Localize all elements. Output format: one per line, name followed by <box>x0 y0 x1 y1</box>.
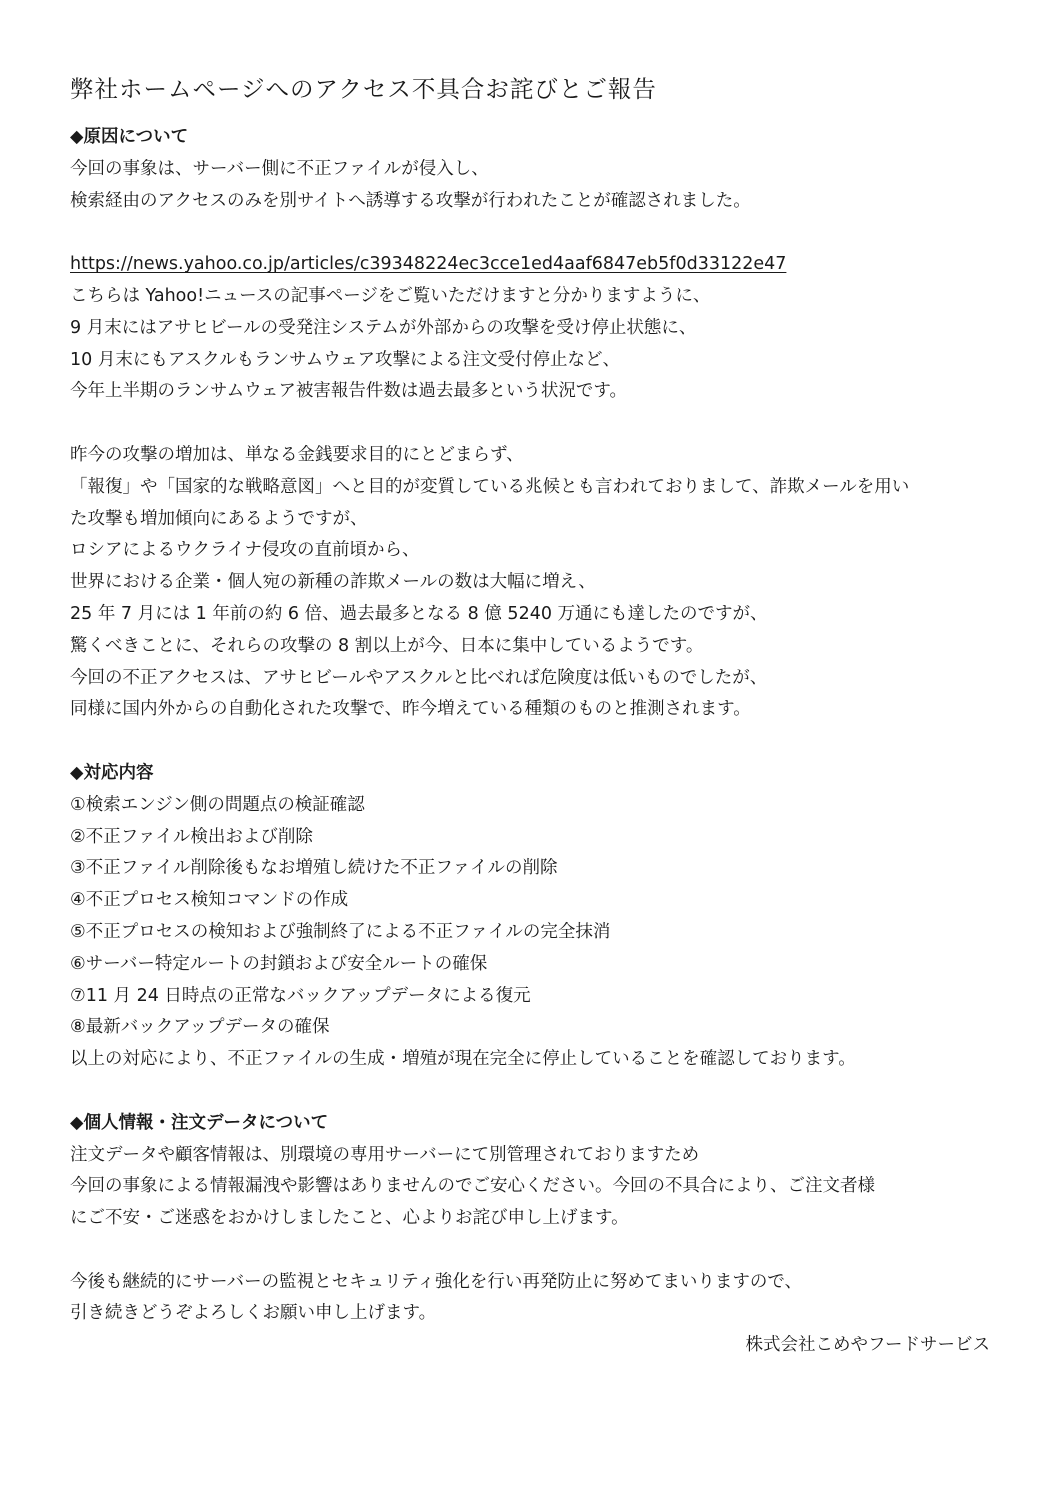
response-item: ②不正ファイル検出および削除 <box>70 826 313 847</box>
response-item: ③不正ファイル削除後もなお増殖し続けた不正ファイルの削除 <box>70 858 558 879</box>
cause-line: 今回の事象は、サーバー側に不正ファイルが侵入し、 <box>70 158 489 179</box>
threat-paragraph-line: 25 年 7 月には 1 年前の約 6 倍、過去最多となる 8 億 5240 万通にも達したのですが、 <box>70 603 768 624</box>
cause-line: 検索経由のアクセスのみを別サイトへ誘導する攻撃が行われたことが確認されました。 <box>70 190 751 211</box>
news-paragraph-line: 今年上半期のランサムウェア被害報告件数は過去最多という状況です。 <box>70 381 628 402</box>
threat-paragraph-line: ロシアによるウクライナ侵攻の直前頃から、 <box>70 540 420 561</box>
response-heading: ◆対応内容 <box>70 762 154 783</box>
cause-heading: ◆原因について <box>70 127 189 147</box>
privacy-section <box>70 1108 990 1235</box>
threat-paragraph-line: 同様に国内外からの自動化された攻撃で、昨今増えている種類のものと推測されます。 <box>70 699 751 720</box>
page-title: 弊社ホームページへのアクセス不具合お詫びとご報告 <box>70 75 657 103</box>
response-item: ⑦11 月 24 日時点の正常なバックアップデータによる復元 <box>70 985 531 1006</box>
news-paragraph-line: 9 月末にはアサヒビールの受発注システムが外部からの攻撃を受け停止状態に、 <box>70 317 697 338</box>
response-item: ⑧最新バックアップデータの確保 <box>70 1017 330 1038</box>
privacy-line: 今回の事象による情報漏洩や影響はありませんのでご安心ください。今回の不具合により、ご注文者様 <box>70 1176 875 1197</box>
news-paragraph-line: こちらは Yahoo!ニュースの記事ページをご覧いただけますと分かりますように、 <box>70 285 711 306</box>
news-paragraph-line: 10 月末にもアスクルもランサムウェア攻撃による注文受付停止など、 <box>70 349 621 370</box>
news-article-link[interactable]: https://news.yahoo.co.jp/articles/c39348224ec3cce1ed4aaf6847eb5f0d33122e47 <box>70 254 787 275</box>
threat-paragraph-line: 昨今の攻撃の増加は、単なる金銭要求目的にとどまらず、 <box>70 444 524 465</box>
spacer <box>70 1235 990 1267</box>
privacy-line: 注文データや顧客情報は、別環境の専用サーバーにて別管理されておりますため <box>70 1144 700 1165</box>
privacy-heading: ◆個人情報・注文データについて <box>70 1112 329 1133</box>
closing-line: 引き続きどうぞよろしくお願い申し上げます。 <box>70 1303 437 1324</box>
closing-line: 今後も継続的にサーバーの監視とセキュリティ強化を行い再発防止に努めてまいりますので、 <box>70 1271 803 1292</box>
response-section <box>70 758 990 1076</box>
cause-section <box>70 122 990 726</box>
threat-paragraph-line: た攻撃も増加傾向にあるようですが、 <box>70 508 368 529</box>
response-conclusion: 以上の対応により、不正ファイルの生成・増殖が現在完全に停止していることを確認しております。 <box>70 1049 856 1070</box>
response-item: ⑤不正プロセスの検知および強制終了による不正ファイルの完全抹消 <box>70 921 611 942</box>
spacer <box>70 408 990 440</box>
response-item: ④不正プロセス検知コマンドの作成 <box>70 890 349 911</box>
threat-paragraph-line: 今回の不正アクセスは、アサヒビールやアスクルと比べれば危険度は低いものでしたが、 <box>70 667 768 688</box>
document-page <box>70 72 990 1362</box>
response-item: ⑥サーバー特定ルートの封鎖および安全ルートの確保 <box>70 953 488 974</box>
company-signature: 株式会社こめやフードサービス <box>745 1335 990 1356</box>
threat-paragraph-line: 世界における企業・個人宛の新種の詐欺メールの数は大幅に増え、 <box>70 572 596 593</box>
news-link-line <box>70 249 990 281</box>
response-item: ①検索エンジン側の問題点の検証確認 <box>70 794 365 815</box>
spacer <box>70 1076 990 1108</box>
spacer <box>70 726 990 758</box>
privacy-line: にご不安・ご迷惑をおかけしましたこと、心よりお詫び申し上げます。 <box>70 1208 629 1229</box>
threat-paragraph-line: 驚くべきことに、それらの攻撃の 8 割以上が今、日本に集中しているようです。 <box>70 635 704 656</box>
spacer <box>70 217 990 249</box>
threat-paragraph-line: 「報復」や「国家的な戦略意図」へと目的が変質している兆候とも言われておりまして、詐欺メールを用い <box>70 476 910 497</box>
closing-section <box>70 1267 990 1362</box>
